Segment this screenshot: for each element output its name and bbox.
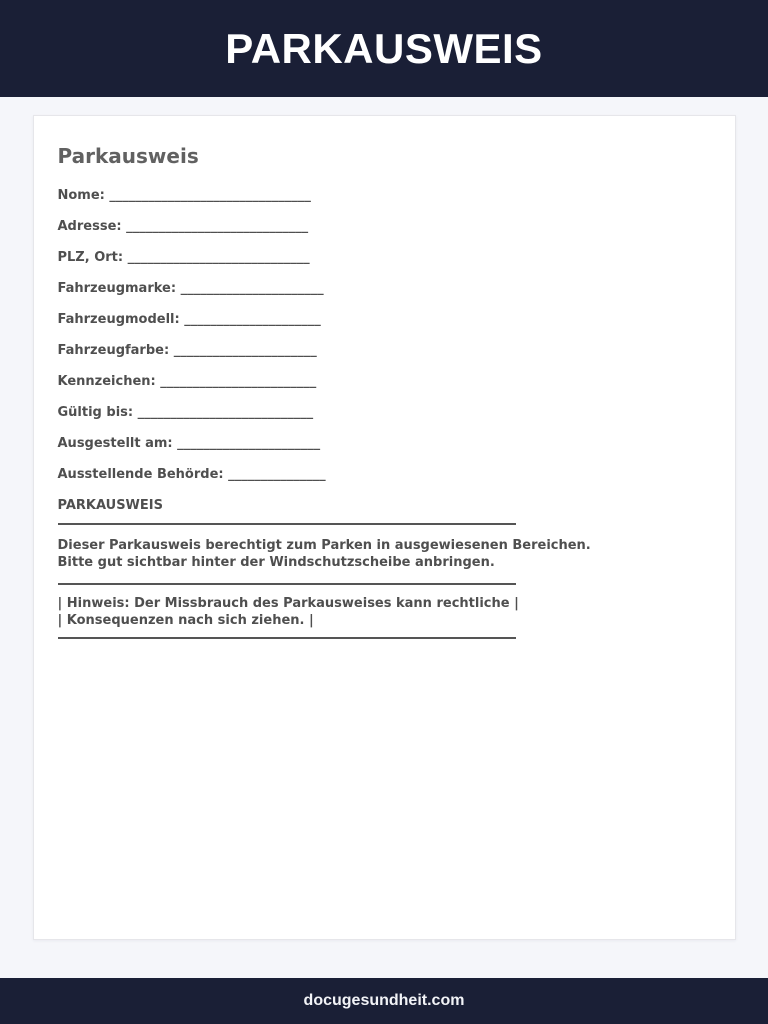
field-label: Ausgestellt am:: [57, 436, 173, 451]
field-label: Fahrzeugfarbe:: [57, 343, 170, 358]
field-label: Fahrzeugmodell:: [57, 312, 180, 327]
field-label: Ausstellende Behörde:: [57, 467, 224, 482]
field-blank-line: ______________________: [177, 436, 321, 451]
field-blank-line: ______________________: [173, 343, 317, 358]
field-label: Gültig bis:: [57, 405, 134, 420]
field-blank-line: _______________________________: [109, 188, 311, 203]
field-blank-line: ______________________: [180, 281, 324, 296]
divider: [58, 583, 516, 585]
divider: [58, 523, 516, 525]
permit-section: [58, 498, 709, 639]
field-label: Adresse:: [57, 219, 122, 234]
field-blank-line: ____________________________: [126, 219, 309, 234]
field-blank-line: _____________________: [184, 312, 321, 327]
form-field-kennzeichen: [58, 374, 709, 390]
field-blank-line: _______________: [228, 467, 326, 482]
form-field-ausstellende-behoerde: [58, 467, 709, 483]
form-field-fahrzeugmodell: [58, 312, 709, 328]
form-field-fahrzeugmarke: [58, 281, 709, 297]
field-blank-line: ________________________: [160, 374, 317, 389]
field-label: PLZ, Ort:: [57, 250, 124, 265]
form-field-fahrzeugfarbe: [58, 343, 709, 359]
permit-notice-line: | Konsequenzen nach sich ziehen. |: [57, 613, 314, 628]
field-label: Fahrzeugmarke:: [57, 281, 177, 296]
page-footer: [0, 978, 768, 1024]
field-label: Kennzeichen:: [57, 374, 156, 389]
form-field-plz-ort: [58, 250, 709, 266]
permit-body-line: Dieser Parkausweis berechtigt zum Parken in ausgewiesenen Bereichen.: [57, 538, 591, 553]
field-blank-line: ___________________________: [137, 405, 314, 420]
permit-body-line: Bitte gut sichtbar hinter der Windschutzscheibe anbringen.: [57, 555, 495, 570]
document-title: Parkausweis: [57, 144, 199, 168]
form-field-adresse: [58, 219, 709, 235]
section-title: PARKAUSWEIS: [57, 498, 163, 513]
permit-notice-text: [58, 595, 709, 629]
form-field-name: [58, 188, 709, 204]
page-main: [0, 97, 768, 978]
field-label: Nome:: [57, 188, 105, 203]
document-card: [33, 115, 736, 940]
permit-body-text: [58, 537, 709, 571]
page-header: [0, 0, 768, 97]
field-blank-line: ____________________________: [127, 250, 310, 265]
form-field-gueltig-bis: [58, 405, 709, 421]
footer-site-name: docugesundheit.com: [303, 992, 465, 1009]
form-field-ausgestellt-am: [58, 436, 709, 452]
permit-notice-line: | Hinweis: Der Missbrauch des Parkausweises kann rechtliche |: [57, 596, 519, 611]
page-title: PARKAUSWEIS: [225, 24, 543, 72]
divider: [58, 637, 516, 639]
